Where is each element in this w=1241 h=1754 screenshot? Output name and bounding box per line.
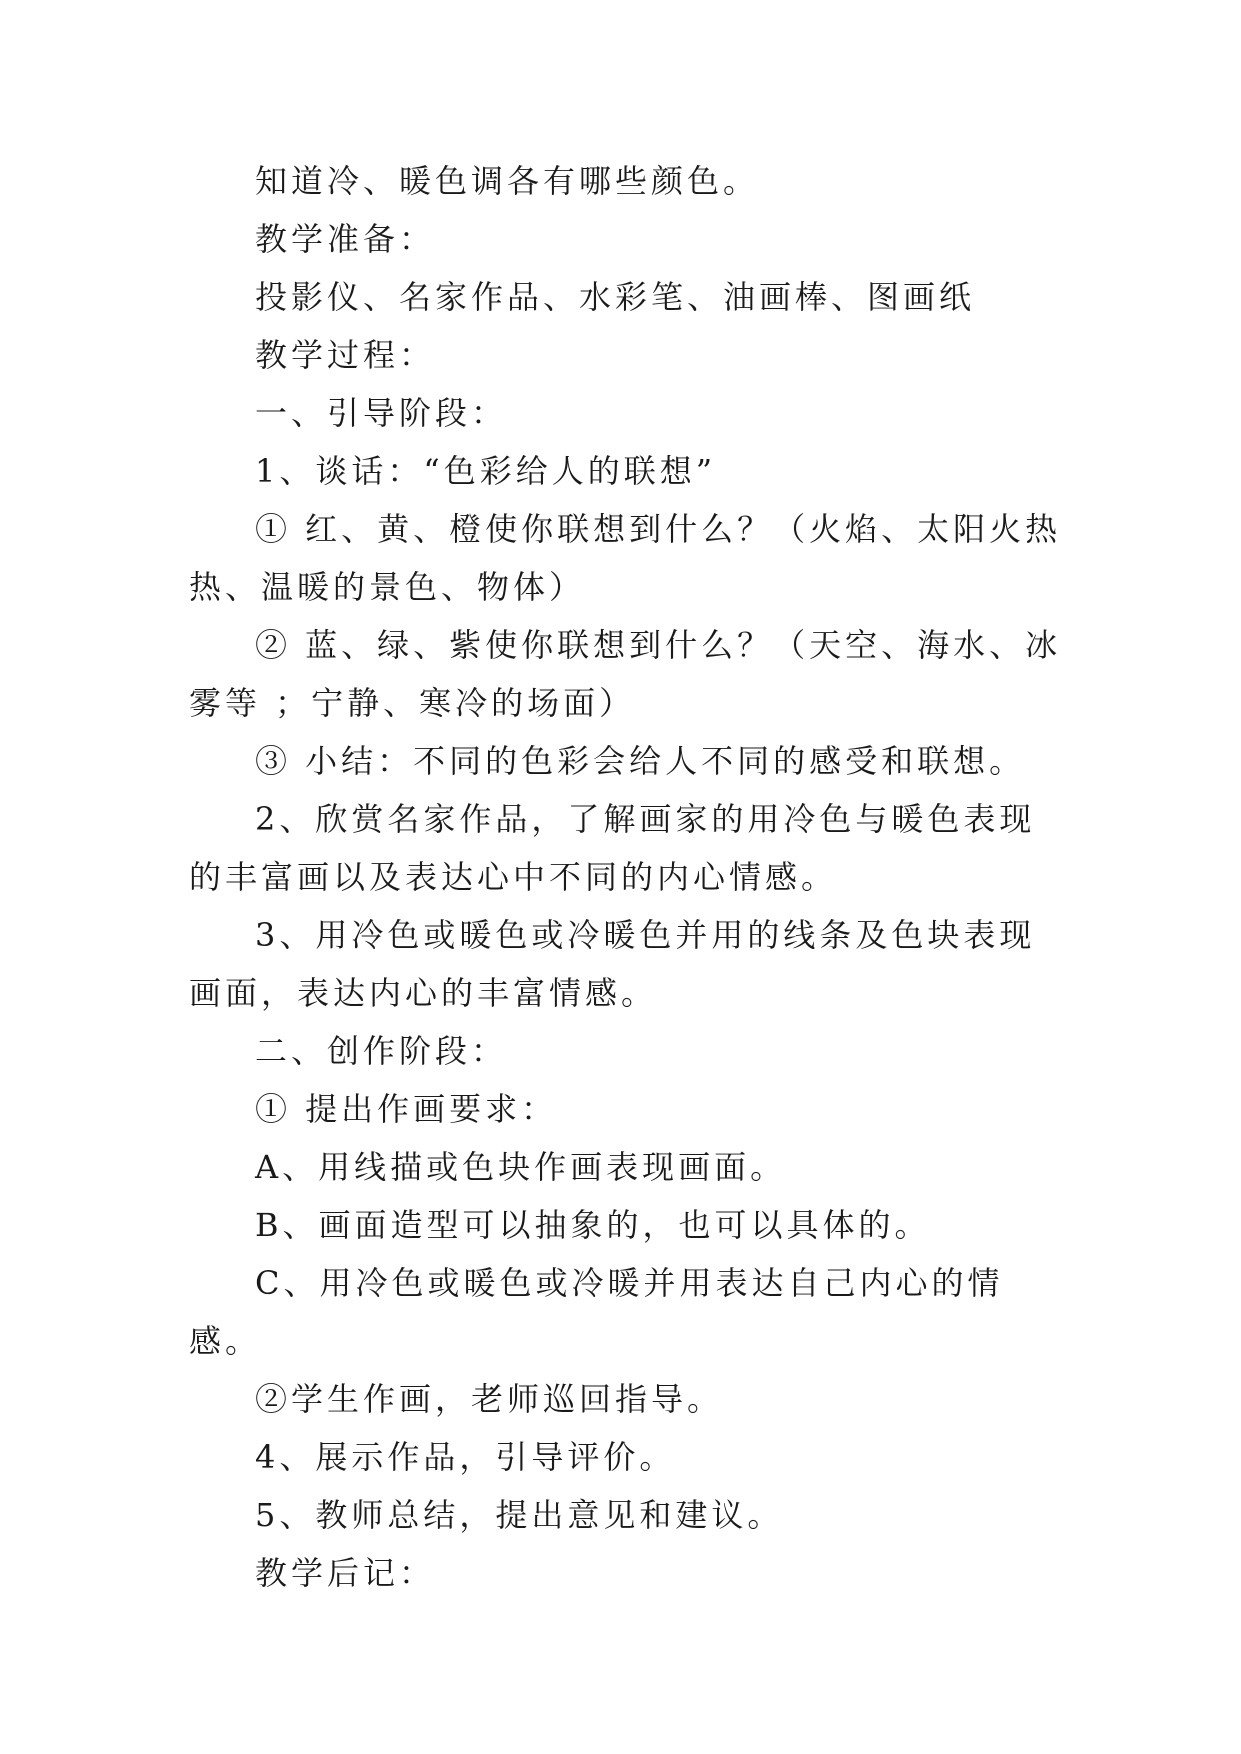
paragraph: B、画面造型可以抽象的，也可以具体的。 — [255, 1206, 931, 1244]
section-heading: 教学过程： — [255, 336, 436, 374]
paragraph: 投影仪、名家作品、水彩笔、油画棒、图画纸 — [255, 278, 976, 316]
paragraph: 1、谈话：“色彩给人的联想” — [255, 452, 717, 490]
paragraph: 5、教师总结，提出意见和建议。 — [255, 1496, 784, 1534]
paragraph: ① 提出作画要求： — [255, 1090, 558, 1128]
paragraph: ②学生作画，老师巡回指导。 — [255, 1380, 724, 1418]
paragraph: ② 蓝、绿、紫使你联想到什么？（天空、海水、冰雾等 ；宁静、寒冷的场面） — [189, 626, 1062, 722]
section-heading: 教学准备： — [255, 220, 436, 258]
paragraph: 3、用冷色或暖色或冷暖色并用的线条及色块表现画面，表达内心的丰富情感。 — [189, 916, 1036, 1012]
document-body — [189, 152, 1069, 1602]
paragraph: 知道冷、暖色调各有哪些颜色。 — [255, 162, 760, 200]
section-heading: 一、引导阶段： — [255, 394, 508, 432]
section-heading: 二、创作阶段： — [255, 1032, 508, 1070]
section-heading: 教学后记： — [255, 1554, 436, 1592]
paragraph: 4、展示作品，引导评价。 — [255, 1438, 676, 1476]
paragraph: 2、欣赏名家作品，了解画家的用冷色与暖色表现的丰富画以及表达心中不同的内心情感。 — [189, 800, 1036, 896]
paragraph: ③ 小结：不同的色彩会给人不同的感受和联想。 — [255, 742, 1026, 780]
paragraph: A、用线描或色块作画表现画面。 — [255, 1148, 787, 1186]
paragraph: C、用冷色或暖色或冷暖并用表达自己内心的情感。 — [189, 1264, 1004, 1360]
paragraph: ① 红、黄、橙使你联想到什么？（火焰、太阳火热热、温暖的景色、物体） — [189, 510, 1062, 606]
